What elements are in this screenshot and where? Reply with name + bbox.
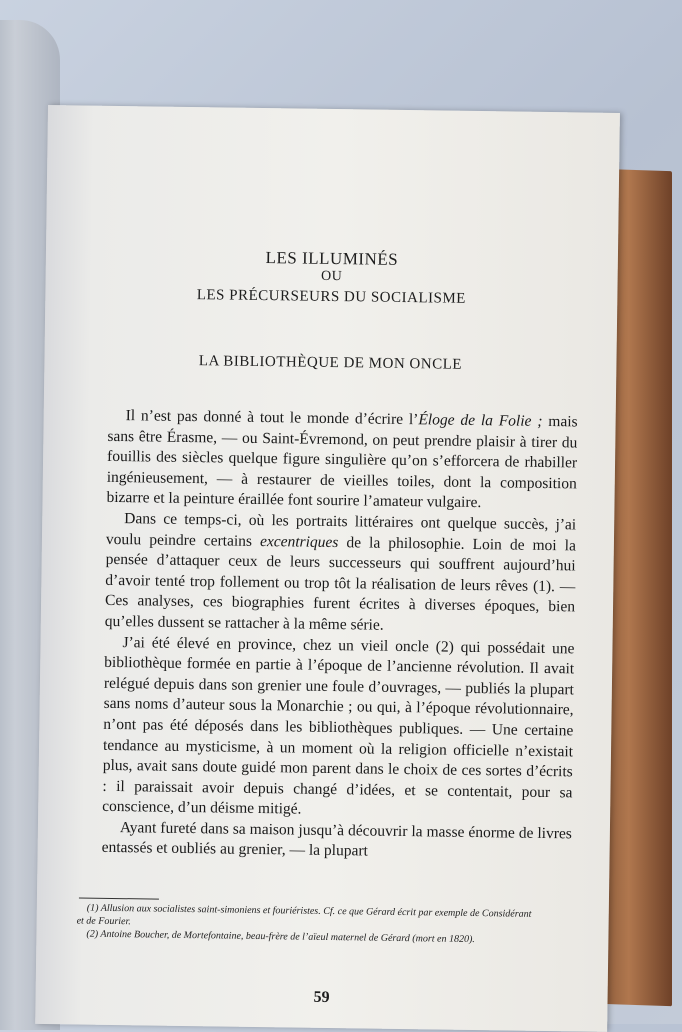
footnote-rule xyxy=(79,898,159,900)
emphasis: excentriques xyxy=(259,532,339,551)
page-title: LES ILLUMINÉS xyxy=(265,248,399,269)
paragraph-1: Il n’est pas donné à tout le monde d’écrire l’Éloge de la Folie ; mais sans être Érasme, — ou Saint-Évremond, on peut prendre plaisir à tirer du fouillis des siècles quelque figure singulière qu’on s’efforcera de rhabiller ingénieusement, — à restaurer de vieilles toiles, dont la composition bizarre et la peinture éraillée font sourire l’amateur vulgaire. xyxy=(106,407,578,512)
page-subtitle: LES PRÉCURSEURS DU SOCIALISME xyxy=(196,287,467,307)
footnote-2: (2) Antoine Boucher, de Mortefontaine, beau-frère de l’aïeul maternel de Gérard (mort en 1820). xyxy=(86,928,475,946)
paragraph-3: J’ai été élevé en province, chez un vieil oncle (2) qui possédait une bibliothèque formée en partie à l’époque de l’ancienne révolution. Il avait relégué depuis dans son grenier une foule d’ouvrages, — publiés la plupart sans noms d’auteur sous la Monarchie ; ou qui, à l’époque révolutionnaire, n’ont pas été déposés dans les bibliothèques publiques. — Une certaine tendance au mysticisme, à un moment où la religion officielle n’existait plus, avait sans doute guidé mon parent dans le choix de ces sortes d’écrits : il paraissait avoir depuis changé d’idées, et se contentait, pour sa conscience, d’un déisme mitigé. xyxy=(102,633,575,818)
book-page xyxy=(35,105,620,1032)
footnotes xyxy=(76,901,536,946)
emphasis: Éloge de la Folie ; xyxy=(418,411,543,430)
paragraph-2: Dans ce temps-ci, où les portraits littéraires ont quelque succès, j’ai voulu peindre certains excentriques de la philosophie. Loin de moi la pensée d’attaquer ceux de leurs successeurs qui souffrent aujourd’hui d’avoir tenté trop follement ou trop tôt la réalisation de leurs rêves (1). — Ces analyses, ces biographies furent écrites à diverses époques, bien qu’elles dussent se rattacher à la même série. xyxy=(104,510,577,634)
title-conjunction: OU xyxy=(320,268,343,285)
body-text xyxy=(101,406,577,866)
footnote-1: (1) Allusion aux socialistes saint-simoniens et fouriéristes. Cf. ce que Gérard écrit par exemple de Considérant et de Fourier. xyxy=(76,902,532,928)
chapter-title: LA BIBLIOTHÈQUE DE MON ONCLE xyxy=(198,353,463,373)
page-number: 59 xyxy=(313,988,330,1007)
paragraph-4: Ayant fureté dans sa maison jusqu’à découvrir la masse énorme de livres entassés et oubliés au grenier, — la plupart xyxy=(101,818,572,861)
